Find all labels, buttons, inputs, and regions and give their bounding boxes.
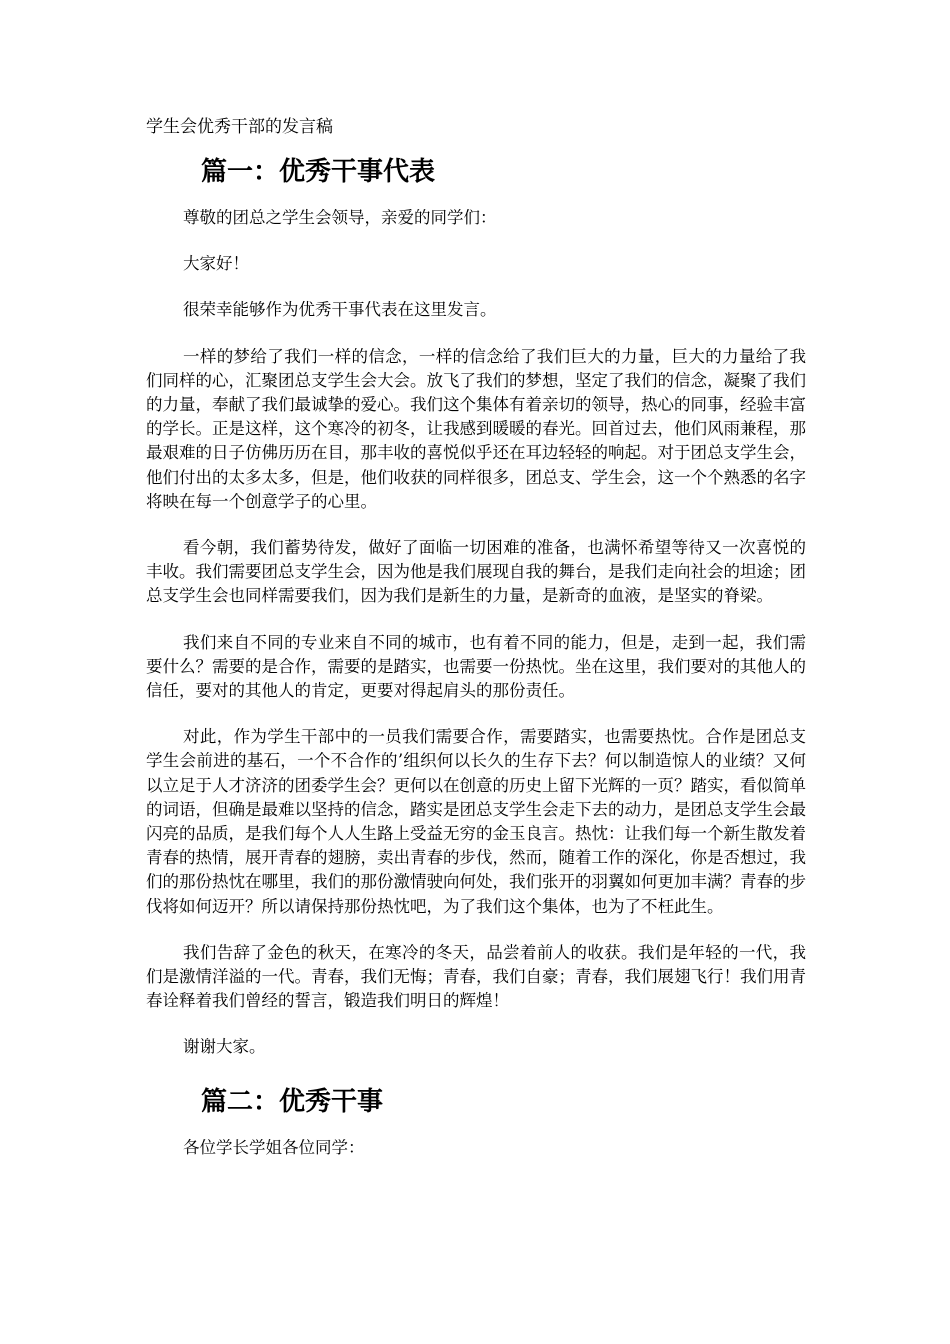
document-page — [146, 114, 806, 1182]
body-paragraph: 对此，作为学生干部中的一员我们需要合作，需要踏实，也需要热忱。合作是团总支学生会前进的基石，一个不合作的’组织何以长久的生存下去？何以制造惊人的业绩？又何以立足于人才济济的团委学生会？更何以在创意的历史上留下光辉的一页？踏实，看似简单的词语，但确是最难以坚持的信念，踏实是团总支学生会走下去的动力，是团总支学生会最闪亮的品质，是我们每个人人生路上受益无穷的金玉良言。热忱：让我们每一个新生散发着青春的热情，展开青春的翅膀，卖出青春的步伐，然而，随着工作的深化，你是否想过，我们的那份热忱在哪里，我们的那份激情驶向何处，我们张开的羽翼如何更加丰满？青春的步伐将如何迈开？所以请保持那份热忱吧，为了我们这个集体，也为了不枉此生。 — [146, 727, 806, 916]
salutation: 尊敬的团总之学生会领导，亲爱的同学们： — [183, 208, 497, 227]
body-paragraph: 一样的梦给了我们一样的信念，一样的信念给了我们巨大的力量，巨大的力量给了我们同样的心，汇聚团总支学生会大会。放飞了我们的梦想，坚定了我们的信念，凝聚了我们的力量，奉献了我们最诚挚的爱心。我们这个集体有着亲切的领导，热心的同事，经验丰富的学长。正是这样，这个寒冷的初冬，让我感到暖暖的春光。回首过去，他们风雨兼程，那最艰难的日子仿佛历历在目，那丰收的喜悦似乎还在耳边轻轻的响起。对于团总支学生会，他们付出的太多太多，但是，他们收获的同样很多，团总支、学生会，这一个个熟悉的名字将映在每一个创意学子的心里。 — [146, 346, 806, 511]
body-paragraph: 我们告辞了金色的秋天，在寒冷的冬天，品尝着前人的收获。我们是年轻的一代，我们是激情洋溢的一代。青春，我们无悔；青春，我们自豪；青春，我们展翅飞行！我们用青春诠释着我们曾经的誓言，锻造我们明日的辉煌！ — [146, 942, 806, 1011]
closing-paragraph: 谢谢大家。 — [183, 1037, 266, 1057]
body-paragraph: 我们来自不同的专业来自不同的城市，也有着不同的能力，但是，走到一起，我们需要什么？需要的是合作，需要的是踏实，也需要一份热忱。坐在这里，我们要对的其他人的信任，要对的其他人的肯定，更要对得起肩头的那份责任。 — [146, 632, 806, 701]
intro-paragraph: 很荣幸能够作为优秀干事代表在这里发言。 — [183, 300, 497, 320]
body-paragraph: 看今朝，我们蓄势待发，做好了面临一切困难的准备，也满怀希望等待又一次喜悦的丰收。我们需要团总支学生会，因为他是我们展现自我的舞台，是我们走向社会的坦途；团总支学生会也同样需要我们，因为我们是新生的力量，是新奇的血液，是坚实的脊梁。 — [146, 538, 806, 606]
document-title: 学生会优秀干部的发言稿 — [146, 117, 333, 137]
greeting: 大家好！ — [183, 254, 249, 274]
section-heading-1: 篇一：优秀干事代表 — [201, 157, 436, 187]
section-heading-2: 篇二：优秀干事 — [201, 1086, 384, 1117]
salutation: 各位学长学姐各位同学： — [183, 1137, 365, 1157]
